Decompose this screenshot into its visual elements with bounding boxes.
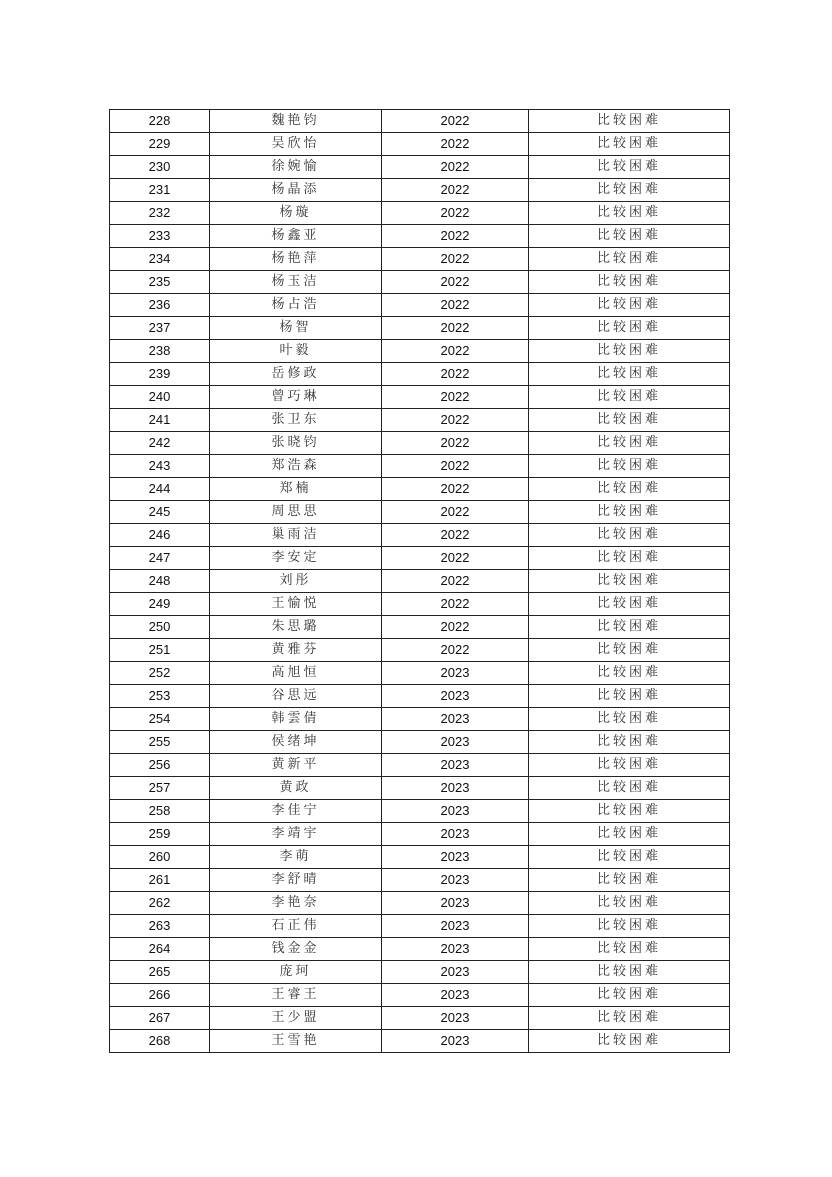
table-row <box>110 524 730 547</box>
table-row <box>110 271 730 294</box>
year-cell: 2022 <box>382 593 529 616</box>
difficulty-level-cell: 比较困难 <box>529 202 730 225</box>
row-number-cell: 268 <box>110 1030 210 1053</box>
row-number-cell: 245 <box>110 501 210 524</box>
table-row <box>110 639 730 662</box>
difficulty-level-cell: 比较困难 <box>529 961 730 984</box>
year-cell: 2023 <box>382 685 529 708</box>
student-name-cell: 李安定 <box>210 547 382 570</box>
row-number-cell: 241 <box>110 409 210 432</box>
table-row <box>110 915 730 938</box>
table-row <box>110 1007 730 1030</box>
difficulty-level-cell: 比较困难 <box>529 271 730 294</box>
row-number-cell: 231 <box>110 179 210 202</box>
difficulty-level-cell: 比较困难 <box>529 731 730 754</box>
row-number-cell: 229 <box>110 133 210 156</box>
student-name-cell: 杨玉洁 <box>210 271 382 294</box>
difficulty-level-cell: 比较困难 <box>529 1007 730 1030</box>
row-number-cell: 247 <box>110 547 210 570</box>
table-row <box>110 685 730 708</box>
row-number-cell: 253 <box>110 685 210 708</box>
year-cell: 2023 <box>382 915 529 938</box>
row-number-cell: 267 <box>110 1007 210 1030</box>
table-row <box>110 547 730 570</box>
table-row <box>110 386 730 409</box>
year-cell: 2022 <box>382 202 529 225</box>
row-number-cell: 258 <box>110 800 210 823</box>
year-cell: 2022 <box>382 133 529 156</box>
year-cell: 2022 <box>382 317 529 340</box>
year-cell: 2022 <box>382 386 529 409</box>
year-cell: 2023 <box>382 708 529 731</box>
table-row <box>110 363 730 386</box>
row-number-cell: 243 <box>110 455 210 478</box>
difficulty-level-cell: 比较困难 <box>529 524 730 547</box>
difficulty-level-cell: 比较困难 <box>529 915 730 938</box>
student-name-cell: 徐婉愉 <box>210 156 382 179</box>
row-number-cell: 244 <box>110 478 210 501</box>
difficulty-level-cell: 比较困难 <box>529 984 730 1007</box>
table-row <box>110 1030 730 1053</box>
table-row <box>110 616 730 639</box>
table-row <box>110 593 730 616</box>
student-name-cell: 高旭恒 <box>210 662 382 685</box>
difficulty-level-cell: 比较困难 <box>529 409 730 432</box>
table-row <box>110 156 730 179</box>
student-name-cell: 李佳宁 <box>210 800 382 823</box>
student-name-cell: 郑楠 <box>210 478 382 501</box>
row-number-cell: 250 <box>110 616 210 639</box>
difficulty-level-cell: 比较困难 <box>529 685 730 708</box>
table-row <box>110 317 730 340</box>
year-cell: 2022 <box>382 110 529 133</box>
difficulty-level-cell: 比较困难 <box>529 639 730 662</box>
difficulty-level-cell: 比较困难 <box>529 225 730 248</box>
student-name-cell: 黄雅芬 <box>210 639 382 662</box>
student-name-cell: 巢雨洁 <box>210 524 382 547</box>
year-cell: 2022 <box>382 248 529 271</box>
difficulty-level-cell: 比较困难 <box>529 777 730 800</box>
difficulty-level-cell: 比较困难 <box>529 478 730 501</box>
row-number-cell: 233 <box>110 225 210 248</box>
year-cell: 2022 <box>382 547 529 570</box>
year-cell: 2023 <box>382 754 529 777</box>
difficulty-level-cell: 比较困难 <box>529 432 730 455</box>
student-name-cell: 庞珂 <box>210 961 382 984</box>
student-name-cell: 杨璇 <box>210 202 382 225</box>
student-name-cell: 魏艳钧 <box>210 110 382 133</box>
year-cell: 2022 <box>382 501 529 524</box>
table-row <box>110 110 730 133</box>
difficulty-level-cell: 比较困难 <box>529 1030 730 1053</box>
row-number-cell: 236 <box>110 294 210 317</box>
row-number-cell: 259 <box>110 823 210 846</box>
row-number-cell: 248 <box>110 570 210 593</box>
student-name-cell: 李艳奈 <box>210 892 382 915</box>
row-number-cell: 252 <box>110 662 210 685</box>
student-name-cell: 杨占浩 <box>210 294 382 317</box>
student-name-cell: 杨晶添 <box>210 179 382 202</box>
difficulty-level-cell: 比较困难 <box>529 294 730 317</box>
year-cell: 2022 <box>382 570 529 593</box>
table-row <box>110 708 730 731</box>
row-number-cell: 228 <box>110 110 210 133</box>
student-name-cell: 杨鑫亚 <box>210 225 382 248</box>
table-row <box>110 202 730 225</box>
year-cell: 2022 <box>382 271 529 294</box>
year-cell: 2022 <box>382 432 529 455</box>
table-row <box>110 340 730 363</box>
difficulty-level-cell: 比较困难 <box>529 363 730 386</box>
row-number-cell: 260 <box>110 846 210 869</box>
table-row <box>110 179 730 202</box>
difficulty-level-cell: 比较困难 <box>529 570 730 593</box>
row-number-cell: 242 <box>110 432 210 455</box>
student-name-cell: 侯绪坤 <box>210 731 382 754</box>
year-cell: 2022 <box>382 455 529 478</box>
row-number-cell: 246 <box>110 524 210 547</box>
table-row <box>110 823 730 846</box>
year-cell: 2023 <box>382 846 529 869</box>
table-row <box>110 478 730 501</box>
student-name-cell: 张晓钧 <box>210 432 382 455</box>
year-cell: 2023 <box>382 961 529 984</box>
difficulty-level-cell: 比较困难 <box>529 869 730 892</box>
difficulty-level-cell: 比较困难 <box>529 501 730 524</box>
student-name-cell: 石正伟 <box>210 915 382 938</box>
student-name-cell: 曾巧琳 <box>210 386 382 409</box>
row-number-cell: 237 <box>110 317 210 340</box>
row-number-cell: 262 <box>110 892 210 915</box>
table-row <box>110 501 730 524</box>
student-name-cell: 黄新平 <box>210 754 382 777</box>
student-list-table <box>109 109 730 1053</box>
year-cell: 2022 <box>382 340 529 363</box>
table-row <box>110 432 730 455</box>
year-cell: 2022 <box>382 294 529 317</box>
year-cell: 2023 <box>382 938 529 961</box>
difficulty-level-cell: 比较困难 <box>529 846 730 869</box>
table-row <box>110 961 730 984</box>
table-row <box>110 731 730 754</box>
row-number-cell: 230 <box>110 156 210 179</box>
row-number-cell: 234 <box>110 248 210 271</box>
difficulty-level-cell: 比较困难 <box>529 386 730 409</box>
student-name-cell: 杨智 <box>210 317 382 340</box>
student-name-cell: 黄政 <box>210 777 382 800</box>
difficulty-level-cell: 比较困难 <box>529 892 730 915</box>
row-number-cell: 261 <box>110 869 210 892</box>
row-number-cell: 251 <box>110 639 210 662</box>
difficulty-level-cell: 比较困难 <box>529 317 730 340</box>
difficulty-level-cell: 比较困难 <box>529 547 730 570</box>
row-number-cell: 232 <box>110 202 210 225</box>
year-cell: 2022 <box>382 639 529 662</box>
difficulty-level-cell: 比较困难 <box>529 754 730 777</box>
table-row <box>110 225 730 248</box>
table-row <box>110 938 730 961</box>
difficulty-level-cell: 比较困难 <box>529 110 730 133</box>
student-name-cell: 王愉悦 <box>210 593 382 616</box>
student-name-cell: 王睿王 <box>210 984 382 1007</box>
year-cell: 2022 <box>382 524 529 547</box>
difficulty-level-cell: 比较困难 <box>529 179 730 202</box>
student-name-cell: 叶毅 <box>210 340 382 363</box>
student-name-cell: 李靖宇 <box>210 823 382 846</box>
difficulty-level-cell: 比较困难 <box>529 823 730 846</box>
difficulty-level-cell: 比较困难 <box>529 156 730 179</box>
student-name-cell: 郑浩森 <box>210 455 382 478</box>
year-cell: 2023 <box>382 984 529 1007</box>
table-row <box>110 984 730 1007</box>
year-cell: 2022 <box>382 225 529 248</box>
student-name-cell: 谷思远 <box>210 685 382 708</box>
row-number-cell: 254 <box>110 708 210 731</box>
difficulty-level-cell: 比较困难 <box>529 938 730 961</box>
student-name-cell: 杨艳萍 <box>210 248 382 271</box>
year-cell: 2022 <box>382 179 529 202</box>
year-cell: 2022 <box>382 156 529 179</box>
row-number-cell: 255 <box>110 731 210 754</box>
student-name-cell: 朱思璐 <box>210 616 382 639</box>
year-cell: 2023 <box>382 662 529 685</box>
difficulty-level-cell: 比较困难 <box>529 248 730 271</box>
table-body <box>110 110 730 1053</box>
table-row <box>110 846 730 869</box>
difficulty-level-cell: 比较困难 <box>529 455 730 478</box>
student-name-cell: 钱金金 <box>210 938 382 961</box>
difficulty-level-cell: 比较困难 <box>529 800 730 823</box>
year-cell: 2022 <box>382 409 529 432</box>
difficulty-level-cell: 比较困难 <box>529 340 730 363</box>
year-cell: 2023 <box>382 731 529 754</box>
difficulty-level-cell: 比较困难 <box>529 708 730 731</box>
table-row <box>110 455 730 478</box>
year-cell: 2023 <box>382 892 529 915</box>
year-cell: 2022 <box>382 363 529 386</box>
student-name-cell: 李舒晴 <box>210 869 382 892</box>
table-row <box>110 754 730 777</box>
year-cell: 2022 <box>382 478 529 501</box>
row-number-cell: 264 <box>110 938 210 961</box>
row-number-cell: 249 <box>110 593 210 616</box>
year-cell: 2022 <box>382 616 529 639</box>
year-cell: 2023 <box>382 777 529 800</box>
row-number-cell: 239 <box>110 363 210 386</box>
row-number-cell: 263 <box>110 915 210 938</box>
difficulty-level-cell: 比较困难 <box>529 593 730 616</box>
student-name-cell: 周思思 <box>210 501 382 524</box>
year-cell: 2023 <box>382 823 529 846</box>
table-row <box>110 777 730 800</box>
row-number-cell: 238 <box>110 340 210 363</box>
row-number-cell: 235 <box>110 271 210 294</box>
table-row <box>110 409 730 432</box>
table-row <box>110 570 730 593</box>
row-number-cell: 257 <box>110 777 210 800</box>
table-row <box>110 133 730 156</box>
table-row <box>110 800 730 823</box>
year-cell: 2023 <box>382 1007 529 1030</box>
student-name-cell: 王少盟 <box>210 1007 382 1030</box>
table-row <box>110 294 730 317</box>
table-row <box>110 869 730 892</box>
student-name-cell: 岳修政 <box>210 363 382 386</box>
year-cell: 2023 <box>382 800 529 823</box>
row-number-cell: 265 <box>110 961 210 984</box>
row-number-cell: 266 <box>110 984 210 1007</box>
student-name-cell: 李萌 <box>210 846 382 869</box>
table-row <box>110 662 730 685</box>
student-name-cell: 张卫东 <box>210 409 382 432</box>
difficulty-level-cell: 比较困难 <box>529 616 730 639</box>
difficulty-level-cell: 比较困难 <box>529 662 730 685</box>
student-name-cell: 吴欣怡 <box>210 133 382 156</box>
student-name-cell: 刘彤 <box>210 570 382 593</box>
difficulty-level-cell: 比较困难 <box>529 133 730 156</box>
student-name-cell: 王雪艳 <box>210 1030 382 1053</box>
table-row <box>110 248 730 271</box>
year-cell: 2023 <box>382 869 529 892</box>
student-name-cell: 韩雲倩 <box>210 708 382 731</box>
row-number-cell: 240 <box>110 386 210 409</box>
year-cell: 2023 <box>382 1030 529 1053</box>
table-row <box>110 892 730 915</box>
row-number-cell: 256 <box>110 754 210 777</box>
